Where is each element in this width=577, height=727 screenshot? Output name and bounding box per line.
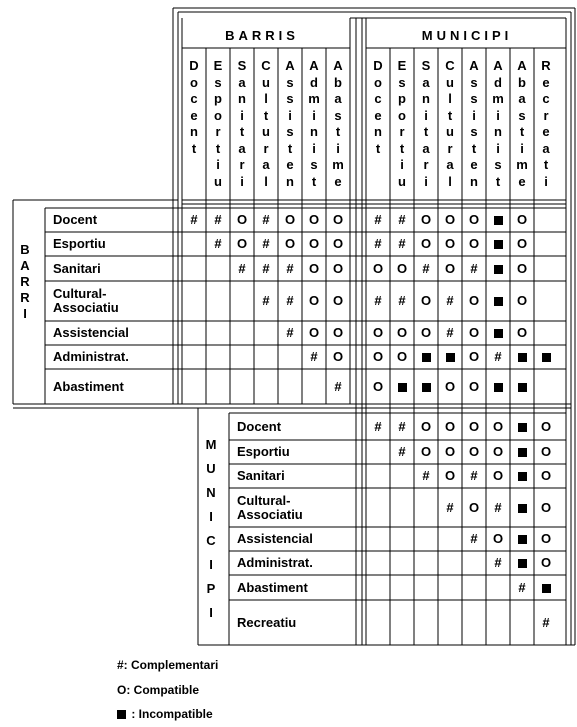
cell-municipi-municipi: O	[468, 444, 480, 459]
cell-barri-municipi: O	[468, 378, 480, 394]
cell-barri-municipi: O	[420, 293, 432, 308]
cell-municipi-municipi: #	[494, 499, 502, 515]
cell-municipi-municipi	[510, 498, 534, 518]
row-label-municipi: Docent	[237, 418, 282, 434]
row-label-barri: Administrat.	[53, 349, 129, 364]
cell-municipi-municipi: O	[540, 555, 552, 570]
cell-barri-municipi	[510, 377, 534, 397]
cell-barri-barris: #	[334, 378, 342, 394]
cell-municipi-municipi: #	[422, 468, 430, 483]
row-label-municipi: Abastiment	[237, 579, 308, 595]
row-label-barri: Sanitari	[53, 260, 101, 276]
col-header-barris-6: A b a s t i m e	[332, 58, 344, 189]
cell-barri-municipi	[486, 234, 510, 254]
cell-barri-municipi: O	[444, 236, 456, 251]
cell-barri-municipi: #	[374, 293, 382, 308]
side-label-barri: B A R R I	[20, 242, 30, 321]
row-label-municipi: Cultural- Associatiu	[237, 492, 303, 522]
cell-municipi-municipi: O	[420, 444, 432, 459]
cell-barri-municipi: O	[420, 236, 432, 251]
cell-municipi-municipi: #	[398, 444, 406, 459]
row-label-municipi: Recreatiu	[237, 614, 297, 630]
incompatible-square-icon	[518, 472, 527, 481]
legend-compatible: O: Compatible	[117, 683, 200, 697]
cell-barri-municipi: #	[446, 325, 454, 340]
cell-barri-municipi: O	[420, 212, 432, 227]
row-label-barri: Cultural- Associatiu	[53, 286, 119, 315]
cell-municipi-municipi: #	[518, 579, 526, 595]
cell-barri-barris: #	[214, 212, 222, 227]
cell-barri-barris: O	[308, 293, 320, 308]
cell-barri-municipi	[438, 347, 462, 367]
cell-municipi-municipi: O	[492, 468, 504, 483]
cell-barri-barris: O	[308, 212, 320, 227]
incompatible-square-icon	[518, 504, 527, 513]
col-header-municipi-3: C u l t u r a l	[445, 58, 455, 189]
cell-barri-barris: O	[284, 212, 296, 227]
incompatible-square-icon	[494, 383, 503, 392]
cell-barri-barris: O	[332, 236, 344, 251]
row-label-municipi: Esportiu	[237, 444, 290, 459]
cell-municipi-municipi: O	[540, 531, 552, 546]
incompatible-square-icon	[494, 265, 503, 274]
header-municipi: MUNICIPI	[421, 28, 513, 43]
cell-municipi-municipi	[534, 578, 558, 598]
row-label-municipi: Assistencial	[237, 531, 313, 546]
cell-municipi-municipi: #	[494, 555, 502, 570]
side-label-municipi: M U N I C I P I	[205, 437, 217, 620]
incompatible-square-icon	[518, 353, 527, 362]
legend-complementari: #: Complementari	[117, 658, 219, 672]
cell-barri-barris: #	[262, 236, 270, 251]
col-header-municipi-1: E s p o r t i u	[397, 58, 407, 189]
cell-barri-municipi	[486, 291, 510, 311]
cell-barri-municipi: #	[494, 349, 502, 364]
incompatible-square-icon	[494, 297, 503, 306]
cell-barri-municipi: #	[374, 236, 382, 251]
cell-municipi-municipi	[510, 417, 534, 437]
cell-barri-municipi: #	[422, 260, 430, 276]
cell-barri-municipi: O	[516, 325, 528, 340]
incompatible-square-icon	[422, 353, 431, 362]
cell-barri-municipi: O	[444, 260, 456, 276]
col-header-municipi-0: D o c e n t	[373, 58, 383, 156]
cell-municipi-municipi: O	[468, 418, 480, 434]
incompatible-square-icon	[542, 584, 551, 593]
cell-barri-barris: O	[332, 260, 344, 276]
incompatible-square-icon	[542, 353, 551, 362]
cell-barri-barris: #	[190, 212, 198, 227]
cell-barri-municipi: O	[444, 212, 456, 227]
cell-barri-municipi: O	[468, 293, 480, 308]
cell-municipi-municipi	[510, 553, 534, 573]
col-header-barris-5: A d m i n i s t	[308, 58, 320, 189]
cell-barri-barris: #	[262, 212, 270, 227]
incompatible-square-icon	[494, 240, 503, 249]
cell-barri-barris: O	[332, 212, 344, 227]
incompatible-square-icon	[446, 353, 455, 362]
cell-barri-barris: O	[308, 260, 320, 276]
cell-municipi-municipi: #	[398, 418, 406, 434]
cell-barri-municipi: O	[420, 325, 432, 340]
row-label-barri: Docent	[53, 212, 98, 227]
cell-barri-barris: #	[262, 293, 270, 308]
col-header-municipi-2: S a n i t a r i	[421, 58, 431, 189]
row-label-barri: Esportiu	[53, 236, 106, 251]
incompatible-square-icon	[518, 559, 527, 568]
cell-barri-barris: O	[308, 236, 320, 251]
cell-barri-municipi	[486, 323, 510, 343]
col-header-municipi-4: A s s i s t e n	[469, 58, 479, 189]
row-label-barri: Assistencial	[53, 325, 129, 340]
cell-barri-municipi: O	[516, 293, 528, 308]
header-barris: BARRIS	[225, 28, 299, 43]
cell-barri-barris: O	[332, 325, 344, 340]
col-header-barris-3: C u l t u r a l	[261, 58, 271, 189]
cell-barri-municipi: O	[372, 349, 384, 364]
col-header-barris-0: D o c e n t	[189, 58, 199, 156]
cell-barri-municipi: O	[468, 349, 480, 364]
cell-municipi-municipi: O	[492, 418, 504, 434]
cell-municipi-municipi: #	[542, 614, 550, 630]
cell-barri-municipi: #	[398, 212, 406, 227]
cell-barri-municipi: O	[372, 325, 384, 340]
cell-barri-barris: O	[308, 325, 320, 340]
cell-barri-municipi: #	[398, 236, 406, 251]
col-header-municipi-6: A b a s t i m e	[516, 58, 528, 189]
cell-barri-municipi	[486, 210, 510, 230]
cell-municipi-municipi: O	[540, 418, 552, 434]
cell-barri-municipi	[510, 347, 534, 367]
cell-municipi-municipi: #	[470, 468, 478, 483]
col-header-municipi-5: A d m i n i s t	[492, 58, 504, 189]
cell-municipi-municipi: O	[444, 418, 456, 434]
cell-barri-barris: O	[236, 236, 248, 251]
cell-barri-barris: #	[238, 260, 246, 276]
legend-incompatible-text: : Incompatible	[128, 707, 213, 721]
incompatible-square-icon	[422, 383, 431, 392]
col-header-barris-1: E s p o r t i u	[213, 58, 223, 189]
cell-municipi-municipi: O	[492, 444, 504, 459]
cell-barri-municipi	[414, 347, 438, 367]
cell-barri-municipi: O	[516, 212, 528, 227]
cell-barri-municipi: O	[372, 260, 384, 276]
cell-barri-barris: #	[310, 349, 318, 364]
cell-municipi-municipi: O	[444, 444, 456, 459]
col-header-barris-4: A s s i s t e n	[285, 58, 295, 189]
incompatible-square-icon	[518, 535, 527, 544]
cell-municipi-municipi: #	[374, 418, 382, 434]
cell-municipi-municipi	[510, 529, 534, 549]
cell-barri-municipi: O	[372, 378, 384, 394]
incompatible-square-icon	[494, 216, 503, 225]
incompatible-square-icon	[518, 448, 527, 457]
cell-municipi-municipi	[510, 442, 534, 462]
cell-municipi-municipi: #	[446, 499, 454, 515]
cell-municipi-municipi: O	[540, 468, 552, 483]
cell-barri-barris: #	[286, 260, 294, 276]
cell-barri-municipi: #	[470, 260, 478, 276]
cell-barri-barris: O	[236, 212, 248, 227]
cell-municipi-municipi: O	[492, 531, 504, 546]
cell-barri-municipi: O	[396, 260, 408, 276]
cell-municipi-municipi: O	[540, 444, 552, 459]
cell-barri-municipi	[486, 259, 510, 279]
cell-municipi-municipi	[510, 466, 534, 486]
col-header-barris-2: S a n i t a r i	[237, 58, 247, 189]
incompatible-square-icon	[398, 383, 407, 392]
cell-municipi-municipi: O	[420, 418, 432, 434]
row-label-barri: Abastiment	[53, 378, 124, 394]
cell-barri-municipi	[390, 377, 414, 397]
cell-barri-municipi	[534, 347, 558, 367]
cell-barri-municipi	[486, 377, 510, 397]
cell-barri-barris: O	[284, 236, 296, 251]
cell-barri-barris: #	[262, 260, 270, 276]
cell-barri-municipi: O	[468, 212, 480, 227]
cell-barri-municipi: O	[468, 325, 480, 340]
cell-barri-municipi: O	[444, 378, 456, 394]
incompatible-square-icon	[494, 329, 503, 338]
col-header-municipi-7: R e c r e a t i	[541, 58, 551, 189]
cell-barri-barris: O	[332, 349, 344, 364]
cell-municipi-municipi: O	[468, 499, 480, 515]
cell-barri-municipi: O	[516, 260, 528, 276]
cell-municipi-municipi: O	[444, 468, 456, 483]
cell-municipi-municipi: #	[470, 531, 478, 546]
cell-barri-municipi: #	[446, 293, 454, 308]
incompatible-square-icon	[518, 383, 527, 392]
cell-barri-municipi	[414, 377, 438, 397]
incompatible-square-icon	[518, 423, 527, 432]
legend-incompatible	[117, 707, 213, 721]
cell-barri-municipi: O	[516, 236, 528, 251]
incompatible-square-icon	[117, 710, 126, 719]
cell-barri-municipi: #	[398, 293, 406, 308]
cell-barri-municipi: #	[374, 212, 382, 227]
cell-municipi-municipi: O	[540, 499, 552, 515]
cell-barri-municipi: O	[396, 325, 408, 340]
cell-barri-barris: #	[286, 325, 294, 340]
cell-barri-municipi: O	[396, 349, 408, 364]
cell-barri-municipi: O	[468, 236, 480, 251]
cell-barri-barris: #	[286, 293, 294, 308]
row-label-municipi: Sanitari	[237, 468, 285, 483]
row-label-municipi: Administrat.	[237, 555, 313, 570]
cell-barri-barris: O	[332, 293, 344, 308]
cell-barri-barris: #	[214, 236, 222, 251]
